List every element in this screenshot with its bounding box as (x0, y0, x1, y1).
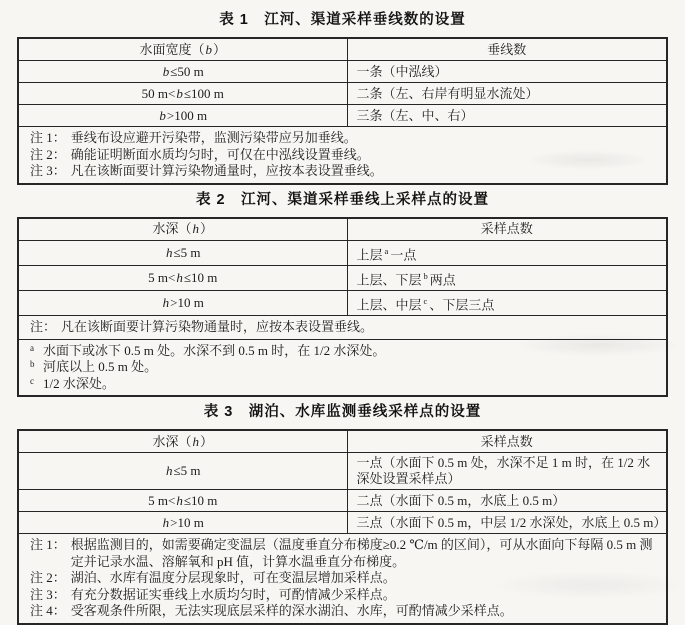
variable-symbol: h (176, 269, 183, 285)
text-segment: ≤10 m (183, 492, 218, 508)
table-row (18, 512, 667, 534)
footnotes-cell (18, 339, 667, 396)
condition-cell (18, 291, 347, 316)
note-label: 注 1： (30, 537, 66, 553)
text-segment: ） (200, 221, 214, 236)
left-column-header (18, 38, 347, 61)
text-segment: 采样点数 (480, 221, 533, 236)
value-cell (347, 83, 667, 105)
condition-cell (18, 265, 347, 290)
note-text: 根据监测目的，如需要确定变温层（温度垂直分布梯度≥0.2 ℃/m 的区间），可从水面向下每隔 0.5 m 测定并记录水温、溶解氧和 pH 值，计算水温垂直分布梯度。 (70, 537, 653, 569)
right-column-header (347, 218, 667, 241)
note-line (30, 163, 660, 180)
table-head (18, 218, 667, 241)
notes-row (18, 316, 667, 340)
table-row (18, 453, 667, 490)
superscript-marker: a (384, 245, 389, 256)
note-label: 注 1： (30, 130, 66, 145)
condition-cell (18, 105, 347, 127)
table-row (18, 265, 667, 290)
value-cell (347, 61, 667, 83)
variable-symbol: h (166, 463, 173, 479)
table-body (18, 61, 667, 184)
text-segment: 5 m< (148, 269, 176, 285)
text-segment: ） (200, 433, 214, 449)
condition-cell (18, 490, 347, 512)
left-column-header (18, 430, 347, 453)
note-label: 注 3： (30, 163, 66, 178)
variable-symbol: h (162, 514, 170, 530)
note-line (30, 130, 660, 147)
header-row (18, 218, 667, 241)
text-segment: >100 m (166, 107, 208, 123)
note-label: 注 2： (30, 146, 66, 162)
table2-table (17, 217, 668, 398)
value-cell (347, 291, 667, 316)
note-line (30, 319, 660, 336)
table-row (18, 490, 667, 512)
text-segment: 水面宽度（ (139, 41, 205, 57)
note-label: 注： (30, 319, 57, 335)
value-cell (347, 453, 667, 490)
text-segment: 一点 (390, 246, 417, 262)
footnote-line (30, 376, 660, 393)
note-text: 垂线布设应避开污染带，监测污染带应另加垂线。 (70, 130, 357, 145)
text-segment: 一点（水面下 0.5 m 处，水深不足 1 m 时，在 1/2 水深处设置采样点） (356, 455, 651, 487)
condition-cell (18, 240, 347, 265)
note-text: 确能证明断面水质均匀时，可仅在中泓线设置垂线。 (70, 146, 370, 162)
variable-symbol: h (162, 295, 170, 311)
table1-section (0, 11, 685, 185)
variable-symbol: b (159, 107, 166, 123)
table3-section (0, 403, 685, 625)
notes-row (18, 534, 667, 624)
text-segment: 二点（水面下 0.5 m，水底上 0.5 m） (356, 492, 566, 508)
text-segment: 上层 (356, 246, 383, 262)
note-line (30, 537, 660, 570)
text-segment: 一条（中泓线） (356, 63, 448, 79)
note-text: 有充分数据证实垂线上水质均匀时，可酌情减少采样点。 (70, 586, 396, 602)
text-segment: >10 m (170, 295, 204, 311)
table2-title: 表 2 江河、渠道采样垂线上采样点的设置 (195, 191, 490, 208)
text-segment: 采样点数 (480, 433, 533, 449)
value-cell (347, 105, 667, 127)
text-segment: ≤100 m (183, 85, 224, 101)
text-segment: 两点 (429, 272, 456, 288)
footnote-marker: a (30, 342, 34, 353)
variable-symbol: h (192, 221, 200, 236)
note-label: 注 2： (30, 570, 66, 586)
footnotes-row (18, 339, 667, 396)
superscript-marker: b (423, 270, 428, 281)
table-row (18, 61, 667, 83)
value-cell (347, 490, 667, 512)
text-segment: 上层、下层 (356, 272, 422, 288)
variable-symbol: h (192, 433, 200, 449)
table3-table (17, 429, 668, 625)
note-label: 注 4： (30, 603, 66, 619)
right-column-header (347, 430, 667, 453)
value-cell (347, 240, 667, 265)
left-column-header (18, 218, 347, 241)
note-line (30, 603, 660, 620)
table-head (18, 38, 667, 61)
footnote-marker: c (30, 375, 34, 386)
variable-symbol: h (166, 244, 173, 260)
table-row (18, 240, 667, 265)
footnote-text: 1/2 水深处。 (43, 375, 115, 391)
footnote-text: 水面下或冰下 0.5 m 处。水深不到 0.5 m 时，在 1/2 水深处。 (43, 342, 386, 358)
text-segment: ≤50 m (170, 63, 204, 79)
table-body (18, 453, 667, 624)
text-segment: 二条（左、右岸有明显水流处） (356, 85, 539, 101)
text-segment: 5 m< (148, 492, 176, 508)
value-cell (347, 265, 667, 290)
table3-title: 表 3 湖泊、水库监测垂线采样点的设置 (203, 404, 482, 421)
variable-symbol: h (176, 492, 183, 508)
footnote-text: 河底以上 0.5 m 处。 (43, 359, 158, 375)
table3-holder (17, 429, 668, 625)
superscript-marker: c (423, 296, 428, 307)
table1-table (17, 37, 668, 185)
text-segment: ≤5 m (173, 463, 201, 479)
table1-holder (17, 37, 668, 185)
footnote-line (30, 359, 660, 376)
table-row (18, 291, 667, 316)
note-text: 凡在该断面要计算污染物通量时，应按本表设置垂线。 (70, 163, 383, 178)
table-head (18, 430, 667, 453)
variable-symbol: b (205, 41, 213, 57)
table2-holder (17, 217, 668, 398)
text-segment: 水深（ (152, 221, 192, 236)
text-segment: 三点（水面下 0.5 m，中层 1/2 水深处，水底上 0.5 m） (356, 514, 667, 530)
text-segment: 水深（ (152, 433, 192, 449)
note-line (30, 147, 660, 164)
text-segment: 、下层三点 (429, 297, 495, 313)
text-segment: 垂线数 (487, 41, 527, 57)
note-line (30, 570, 660, 587)
table-row (18, 105, 667, 127)
note-text: 凡在该断面要计算污染物通量时，应按本表设置垂线。 (61, 319, 374, 335)
condition-cell (18, 453, 347, 490)
text-segment: >10 m (170, 514, 204, 530)
header-row (18, 430, 667, 453)
condition-cell (18, 512, 347, 534)
table2-section (0, 191, 685, 398)
footnote-marker: b (30, 359, 35, 370)
text-segment: 50 m< (141, 85, 176, 101)
table-body (18, 240, 667, 396)
text-segment: ≤10 m (183, 269, 218, 285)
text-segment: 上层、中层 (356, 297, 422, 313)
note-text: 湖泊、水库有温度分层现象时，可在变温层增加采样点。 (70, 570, 396, 586)
notes-row (18, 127, 667, 184)
notes-cell (18, 534, 667, 624)
notes-cell (18, 127, 667, 184)
table-row (18, 83, 667, 105)
right-column-header (347, 38, 667, 61)
condition-cell (18, 83, 347, 105)
variable-symbol: b (176, 85, 183, 101)
text-segment: 三条（左、中、右） (356, 107, 474, 123)
condition-cell (18, 61, 347, 83)
header-row (18, 38, 667, 61)
text-segment: ） (213, 41, 227, 57)
table1-title: 表 1 江河、渠道采样垂线数的设置 (219, 12, 466, 28)
variable-symbol: b (162, 63, 170, 79)
note-text: 受客观条件所限，无法实现底层采样的深水湖泊、水库，可酌情减少采样点。 (70, 603, 513, 619)
note-line (30, 587, 660, 604)
value-cell (347, 512, 667, 534)
footnote-line (30, 343, 660, 360)
text-segment: ≤5 m (173, 244, 201, 260)
notes-cell (18, 316, 667, 340)
note-label: 注 3： (30, 586, 66, 602)
